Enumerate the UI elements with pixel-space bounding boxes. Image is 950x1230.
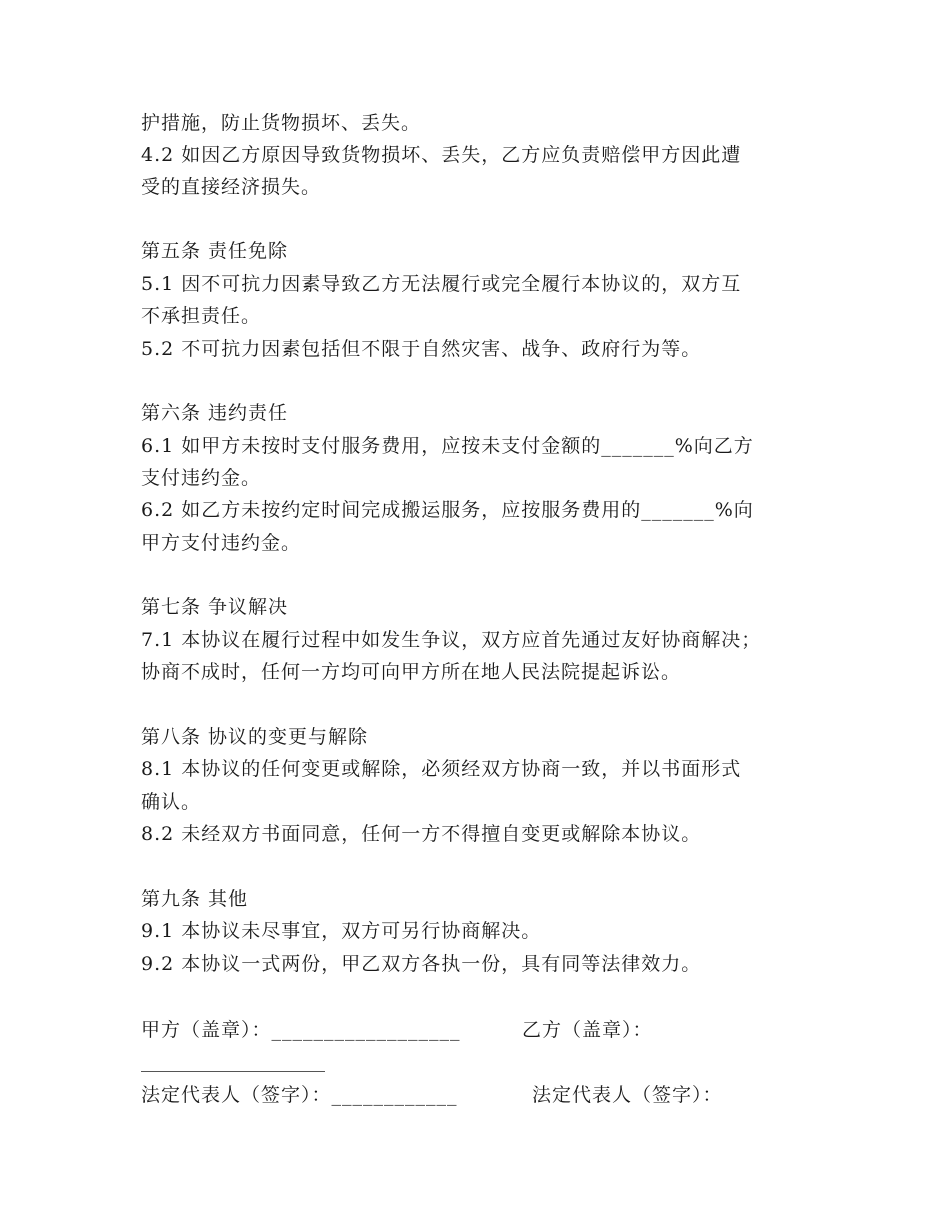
article-8-heading: 第八条 协议的变更与解除	[141, 726, 369, 748]
article-6-heading: 第六条 违约责任	[141, 402, 289, 424]
clause-4-2-line-1: 4.2 如因乙方原因导致货物损坏、丢失，乙方应负责赔偿甲方因此遭	[141, 144, 742, 166]
clause-9-1: 9.1 本协议未尽事宜，双方可另行协商解决。	[141, 920, 542, 942]
clause-5-2: 5.2 不可抗力因素包括但不限于自然灾害、战争、政府行为等。	[141, 338, 702, 360]
party-b-seal-label: 乙方（盖章）：	[522, 1019, 653, 1041]
article-7-heading: 第七条 争议解决	[141, 596, 289, 618]
clause-6-2-line-2: 甲方支付违约金。	[141, 532, 302, 554]
party-a-representative-line: 法定代表人（签字）：____________	[141, 1084, 458, 1106]
article-5-heading: 第五条 责任免除	[141, 240, 289, 262]
clause-8-2: 8.2 未经双方书面同意，任何一方不得擅自变更或解除本协议。	[141, 823, 702, 845]
clause-6-1-line-1: 6.1 如甲方未按时支付服务费用，应按未支付金额的_______%向乙方	[141, 435, 754, 457]
clause-9-2: 9.2 本协议一式两份，甲乙双方各执一份，具有同等法律效力。	[141, 953, 702, 975]
party-b-seal-blank	[141, 1071, 325, 1072]
clause-5-1-line-2: 不承担责任。	[141, 305, 262, 327]
clause-5-1-line-1: 5.1 因不可抗力因素导致乙方无法履行或完全履行本协议的，双方互	[141, 273, 742, 295]
clause-6-2-line-1: 6.2 如乙方未按约定时间完成搬运服务，应按服务费用的_______%向	[141, 499, 754, 521]
clause-7-1-line-2: 协商不成时，任何一方均可向甲方所在地人民法院提起诉讼。	[141, 661, 682, 683]
clause-7-1-line-1: 7.1 本协议在履行过程中如发生争议，双方应首先通过友好协商解决；	[141, 629, 762, 651]
clause-8-1-line-2: 确认。	[141, 791, 202, 813]
party-b-representative-label: 法定代表人（签字）：	[532, 1084, 723, 1106]
clause-6-1-line-2: 支付违约金。	[141, 467, 262, 489]
article-9-heading: 第九条 其他	[141, 888, 249, 910]
clause-8-1-line-1: 8.1 本协议的任何变更或解除，必须经双方协商一致，并以书面形式	[141, 758, 742, 780]
clause-4-1-continuation: 护措施，防止货物损坏、丢失。	[141, 112, 422, 134]
party-a-seal-line: 甲方（盖章）：__________________	[141, 1019, 461, 1041]
clause-4-2-line-2: 受的直接经济损失。	[141, 176, 322, 198]
